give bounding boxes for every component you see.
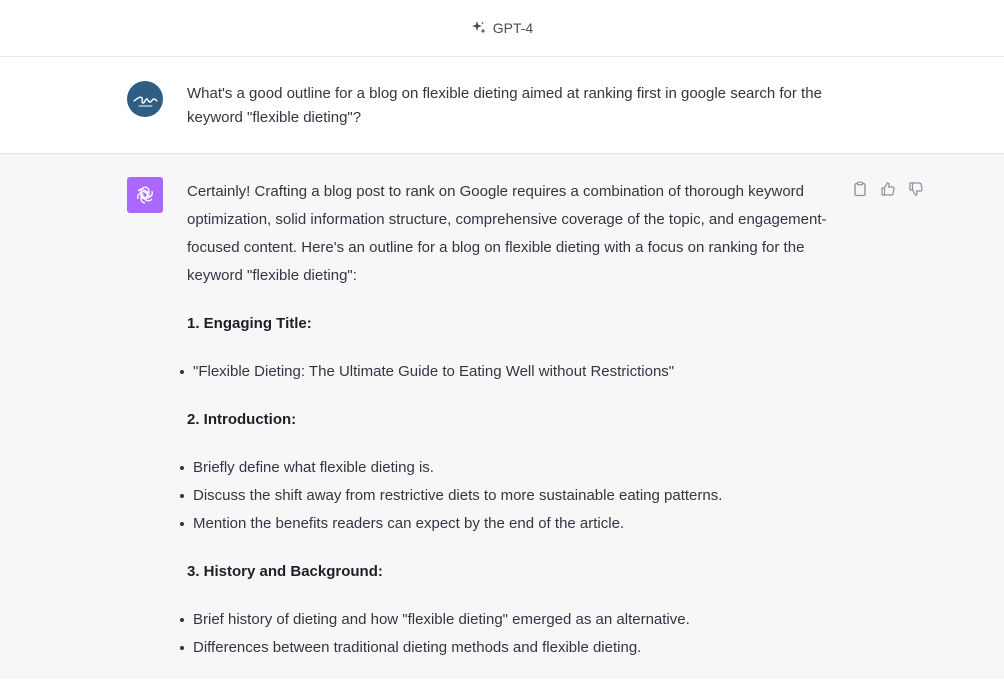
model-label[interactable]: GPT-4 [492, 20, 534, 36]
list-item: Differences between traditional dieting methods and flexible dieting. [187, 634, 847, 662]
list-item: Brief history of dieting and how "flexible dieting" emerged as an alternative. [187, 606, 847, 634]
list-item: "Flexible Dieting: The Ultimate Guide to Eating Well without Restrictions" [187, 358, 847, 386]
section-heading: 3. History and Background: [187, 563, 383, 580]
openai-logo-icon [127, 177, 163, 213]
message-actions [851, 180, 925, 198]
thumbs-up-icon [880, 181, 896, 197]
sparkle-icon [471, 20, 487, 36]
section-heading: 1. Engaging Title: [187, 315, 312, 332]
section-list [187, 606, 847, 662]
list-item: Discuss the shift away from restrictive diets to more sustainable eating patterns. [187, 482, 847, 510]
section-heading: 2. Introduction: [187, 411, 297, 428]
user-message-text: What's a good outline for a blog on flexible dieting aimed at ranking first in google search for the keyword "flexible dieting"? [187, 85, 822, 126]
list-item: Briefly define what flexible dieting is. [187, 454, 847, 482]
assistant-message-content [187, 178, 847, 682]
user-avatar [127, 81, 163, 117]
assistant-intro: Certainly! Crafting a blog post to rank on Google requires a combination of thorough keyword optimization, solid information structure, comprehensive coverage of the topic, and engagement-focused content. Here's an outline for a blog on flexible dieting with a focus on ranking for the keyword "flexible dieting": [187, 183, 827, 284]
top-bar [0, 0, 1004, 57]
section-list [187, 358, 847, 386]
list-item: Mention the benefits readers can expect by the end of the article. [187, 510, 847, 538]
section-list [187, 454, 847, 538]
copy-button[interactable] [851, 180, 869, 198]
assistant-message-row [0, 154, 1004, 679]
user-signature-avatar-icon [130, 84, 160, 114]
clipboard-icon [852, 181, 868, 197]
user-message-row [0, 57, 1004, 154]
thumbs-down-icon [908, 181, 924, 197]
thumbs-down-button[interactable] [907, 180, 925, 198]
thumbs-up-button[interactable] [879, 180, 897, 198]
